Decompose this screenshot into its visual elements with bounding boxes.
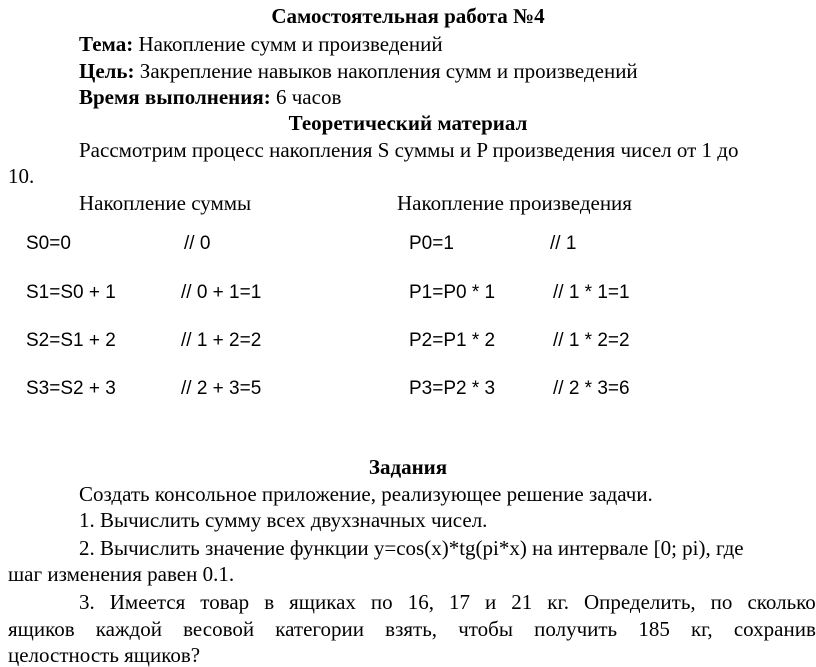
task-3-word: ящиках xyxy=(289,590,356,614)
task-3-line-3: целостность ящиков? xyxy=(8,643,201,667)
sum-row-3-expr: S3=S2 + 3 xyxy=(26,378,116,399)
product-row-0-expr: P0=1 xyxy=(409,233,454,254)
task-3-word: кг. xyxy=(547,590,569,614)
document-title: Самостоятельная работа №4 xyxy=(271,4,545,28)
time-label: Время выполнения: xyxy=(79,85,271,109)
sum-row-0-expr: S0=0 xyxy=(26,233,71,254)
theme-line xyxy=(79,32,443,56)
task-3-word: чтобы xyxy=(458,617,513,641)
theory-heading: Теоретический материал xyxy=(288,111,528,135)
task-3-word: по xyxy=(370,590,393,614)
sum-row-2-comment: // 1 + 2=2 xyxy=(181,330,262,351)
task-3-word: категории xyxy=(275,617,364,641)
task-3-line-1 xyxy=(79,590,816,614)
task-3-word: сохранив xyxy=(733,617,816,641)
task-3-word: получить xyxy=(534,617,618,641)
theory-text-line-1: Рассмотрим процесс накопления S суммы и P произведения чисел от 1 до xyxy=(79,138,739,162)
task-2-line-1: 2. Вычислить значение функции y=cos(x)*tg(pi*x) на интервале [0; pi), где xyxy=(79,536,744,560)
goal-value: Закрепление навыков накопления сумм и произведений xyxy=(134,59,638,83)
product-row-0-comment: // 1 xyxy=(550,233,577,254)
task-3-word: 16, xyxy=(407,590,434,614)
task-3-word: каждой xyxy=(95,617,162,641)
goal-label: Цель: xyxy=(79,59,135,83)
sum-column-header: Накопление суммы xyxy=(79,191,252,215)
theme-label: Тема: xyxy=(79,32,134,56)
product-row-2-comment: // 1 * 2=2 xyxy=(553,330,630,351)
theory-text-line-2: 10. xyxy=(8,164,35,188)
task-2-line-2: шаг изменения равен 0.1. xyxy=(8,562,235,586)
task-1: 1. Вычислить сумму всех двухзначных чисел. xyxy=(79,508,488,532)
task-3-line-2 xyxy=(8,617,816,641)
task-3-word: и xyxy=(484,590,497,614)
task-3-word: 3. xyxy=(79,590,95,614)
theme-value: Накопление сумм и произведений xyxy=(133,32,443,56)
tasks-intro: Создать консольное приложение, реализующее решение задачи. xyxy=(79,482,653,506)
task-3-word: кг, xyxy=(690,617,713,641)
tasks-heading: Задания xyxy=(368,455,448,479)
product-row-3-comment: // 2 * 3=6 xyxy=(553,378,630,399)
task-3-word: 21 xyxy=(511,590,533,614)
sum-row-2-expr: S2=S1 + 2 xyxy=(26,330,116,351)
task-3-word: Имеется xyxy=(109,590,186,614)
product-row-1-comment: // 1 * 1=1 xyxy=(553,282,630,303)
task-3-word: по xyxy=(710,590,733,614)
task-3-word: товар xyxy=(200,590,250,614)
product-row-3-expr: P3=P2 * 3 xyxy=(409,378,496,399)
sum-row-3-comment: // 2 + 3=5 xyxy=(181,378,262,399)
time-value: 6 часов xyxy=(270,85,342,109)
product-row-2-expr: P2=P1 * 2 xyxy=(409,330,496,351)
task-3-word: 17 xyxy=(448,590,470,614)
sum-row-1-expr: S1=S0 + 1 xyxy=(26,282,116,303)
sum-row-0-comment: // 0 xyxy=(184,233,211,254)
goal-line xyxy=(79,59,638,83)
task-3-word: взять, xyxy=(385,617,438,641)
time-line xyxy=(79,85,341,109)
task-3-word: ящиков xyxy=(8,617,75,641)
product-column-header: Накопление произведения xyxy=(397,191,632,215)
task-3-word: Определить, xyxy=(583,590,696,614)
sum-row-1-comment: // 0 + 1=1 xyxy=(181,282,262,303)
task-3-word: сколько xyxy=(747,590,816,614)
product-row-1-expr: P1=P0 * 1 xyxy=(409,282,496,303)
task-3-word: весовой xyxy=(183,617,255,641)
task-3-word: 185 xyxy=(638,617,670,641)
task-3-word: в xyxy=(264,590,275,614)
